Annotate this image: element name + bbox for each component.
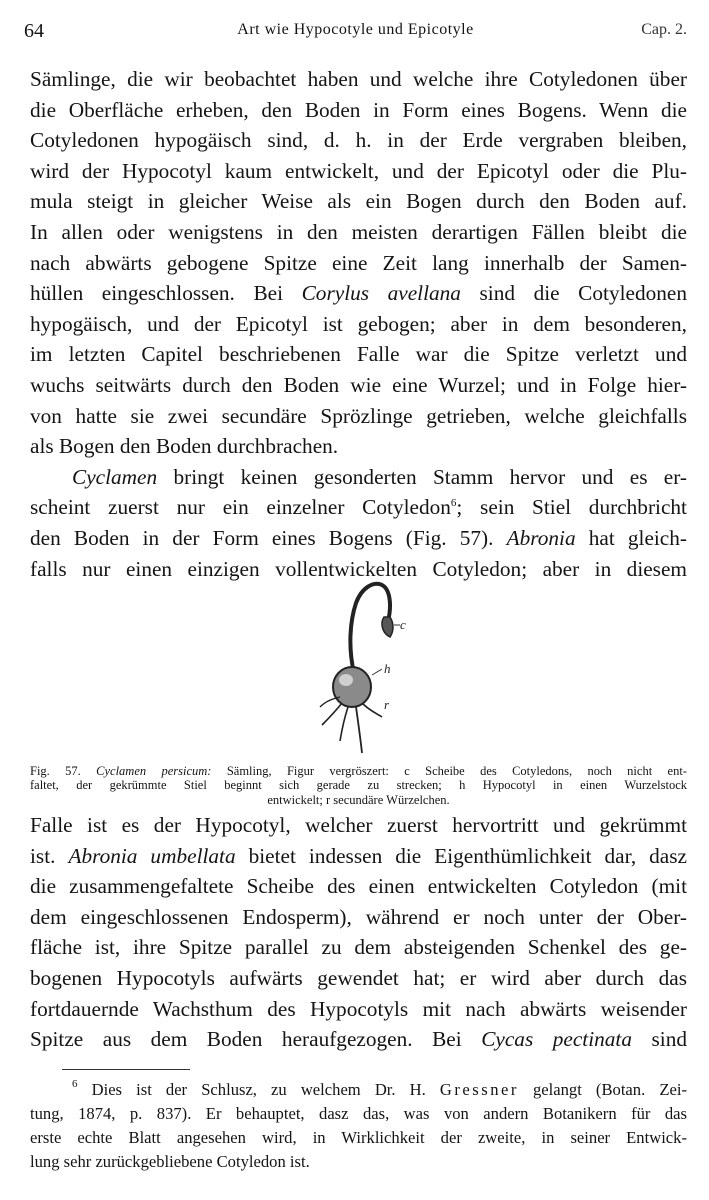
text-run: ; sein Stiel durchbricht	[456, 495, 687, 520]
page-number: 64	[24, 20, 44, 42]
text-run: Spitze aus dem Boden heraufgezogen. Bei	[30, 1027, 482, 1052]
text-line: Sämlinge, die wir beobachtet haben und welche ihre Cotyledonen über	[30, 67, 687, 91]
text-run: bietet indessen die Eigenthümlichkeit dar, dasz	[235, 843, 687, 868]
footnote-line: erste echte Blatt angesehen wird, in Wirklichkeit der zweite, in seiner Entwick-	[30, 1128, 687, 1147]
author-name: Gressner	[439, 1080, 519, 1099]
text-run: sind	[632, 1027, 687, 1052]
text-line: wird der Hypocotyl kaum entwickelt, und der Epicotyl oder die Plu-	[30, 158, 687, 183]
label-c: c	[400, 617, 406, 632]
text-line: die zusammengefaltete Scheibe des einen entwickelten Cotyledon (mit	[30, 874, 687, 899]
text-line: Cotyledonen hypogäisch sind, d. h. in der Erde vergraben bleiben,	[30, 128, 687, 153]
text-run: ist.	[30, 843, 69, 868]
species-name: Cyclamen	[72, 464, 158, 489]
footnote-line: lung sehr zurückgebliebene Cotyledon ist.	[30, 1152, 310, 1171]
species-name: Cyclamen persicum:	[96, 764, 212, 778]
figure-caption	[30, 764, 687, 807]
chapter-label: Cap. 2.	[641, 21, 687, 38]
species-name: Cycas pectinata	[481, 1027, 632, 1052]
species-name: Abronia	[506, 525, 576, 550]
caption-line: entwickelt; r secundäre Würzelchen.	[267, 792, 450, 807]
text-line: wuchs seitwärts durch den Boden wie eine Wurzel; und in Folge hier-	[30, 372, 687, 397]
text-line: im letzten Capitel beschriebenen Falle war die Spitze verletzt und	[30, 342, 687, 367]
label-r: r	[384, 697, 390, 712]
species-name: Corylus avellana	[301, 281, 461, 306]
text-line: von hatte sie zwei secundäre Sprözlinge getrieben, welche gleichfalls	[30, 403, 687, 428]
text-run: Fig. 57.	[30, 764, 97, 778]
footnote-number: 6	[72, 1078, 78, 1090]
text-run: bringt keinen gesonderten Stamm hervor und es er-	[157, 464, 687, 489]
footnote-rule	[62, 1069, 190, 1070]
main-text-bottom	[30, 810, 687, 1055]
text-run: den Boden in der Form eines Bogens (Fig. 57).	[30, 525, 507, 550]
footnote-marker: 6	[450, 497, 457, 510]
text-line	[30, 523, 687, 554]
text-line: nach abwärts gebogene Spitze eine Zeit lang innerhalb der Samen-	[30, 250, 687, 275]
text-line: fläche ist, ihre Spitze parallel zu dem absteigenden Schenkel des ge-	[30, 935, 687, 960]
text-run: gelangt (Botan. Zei-	[518, 1080, 687, 1099]
species-name: Abronia umbellata	[68, 843, 236, 868]
text-line: mula steigt in gleicher Weise als ein Bogen durch den Boden auf.	[30, 189, 687, 214]
text-line	[30, 278, 687, 309]
text-line	[30, 462, 687, 493]
text-line: dem eingeschlossenen Endosperm), während er noch unter der Ober-	[30, 904, 687, 929]
seedling-illustration	[304, 577, 424, 762]
text-line: hypogäisch, und der Epicotyl ist gebogen; aber in dem besonderen,	[30, 311, 687, 336]
text-line: falls nur einen einzigen vollentwickelten Cotyledon; aber in diesem	[30, 556, 687, 581]
caption-line	[30, 764, 687, 778]
running-title: Art wie Hypocotyle und Epicotyle	[237, 21, 474, 38]
text-run: scheint zuerst nur ein einzelner Cotyledon	[30, 495, 451, 520]
label-h: h	[384, 661, 391, 676]
seedling-figure	[304, 577, 424, 762]
text-run: Dies ist der Schlusz, zu welchem Dr. H.	[77, 1080, 440, 1099]
text-line: fortdauernde Wachsthum des Hypocotyls mit nach abwärts weisender	[30, 996, 687, 1021]
caption-line: faltet, der gekrümmte Stiel beginnt sich gerade zu strecken; h Hypocotyl in einen Wurzelstock	[30, 778, 687, 793]
footnote	[30, 1078, 687, 1174]
footnote-line: tung, 1874, p. 837). Er behauptet, dasz das, was von andern Botanikern für das	[30, 1104, 687, 1123]
text-run: sind die Cotyledonen	[460, 281, 687, 306]
text-line	[30, 1024, 687, 1055]
page-header	[24, 20, 687, 46]
main-text-top	[30, 64, 687, 584]
text-line: In allen oder wenigstens in den meisten derartigen Fällen bleibt die	[30, 219, 687, 244]
footnote-line	[30, 1078, 687, 1102]
text-run: hat gleich-	[575, 525, 687, 550]
text-line: Falle ist es der Hypocotyl, welcher zuerst hervortritt und gekrümmt	[30, 813, 687, 837]
text-run: hüllen eingeschlossen. Bei	[30, 281, 302, 306]
text-line	[30, 841, 687, 872]
text-line: bogenen Hypocotyls aufwärts gewendet hat; er wird aber durch das	[30, 965, 687, 990]
text-line: die Oberfläche erheben, den Boden in Form eines Bogens. Wenn die	[30, 97, 687, 122]
text-line	[30, 492, 687, 523]
text-line: als Bogen den Boden durchbrachen.	[30, 434, 339, 459]
text-run: Sämling, Figur vergröszert: c Scheibe des Cotyledons, noch nicht ent-	[211, 764, 687, 778]
